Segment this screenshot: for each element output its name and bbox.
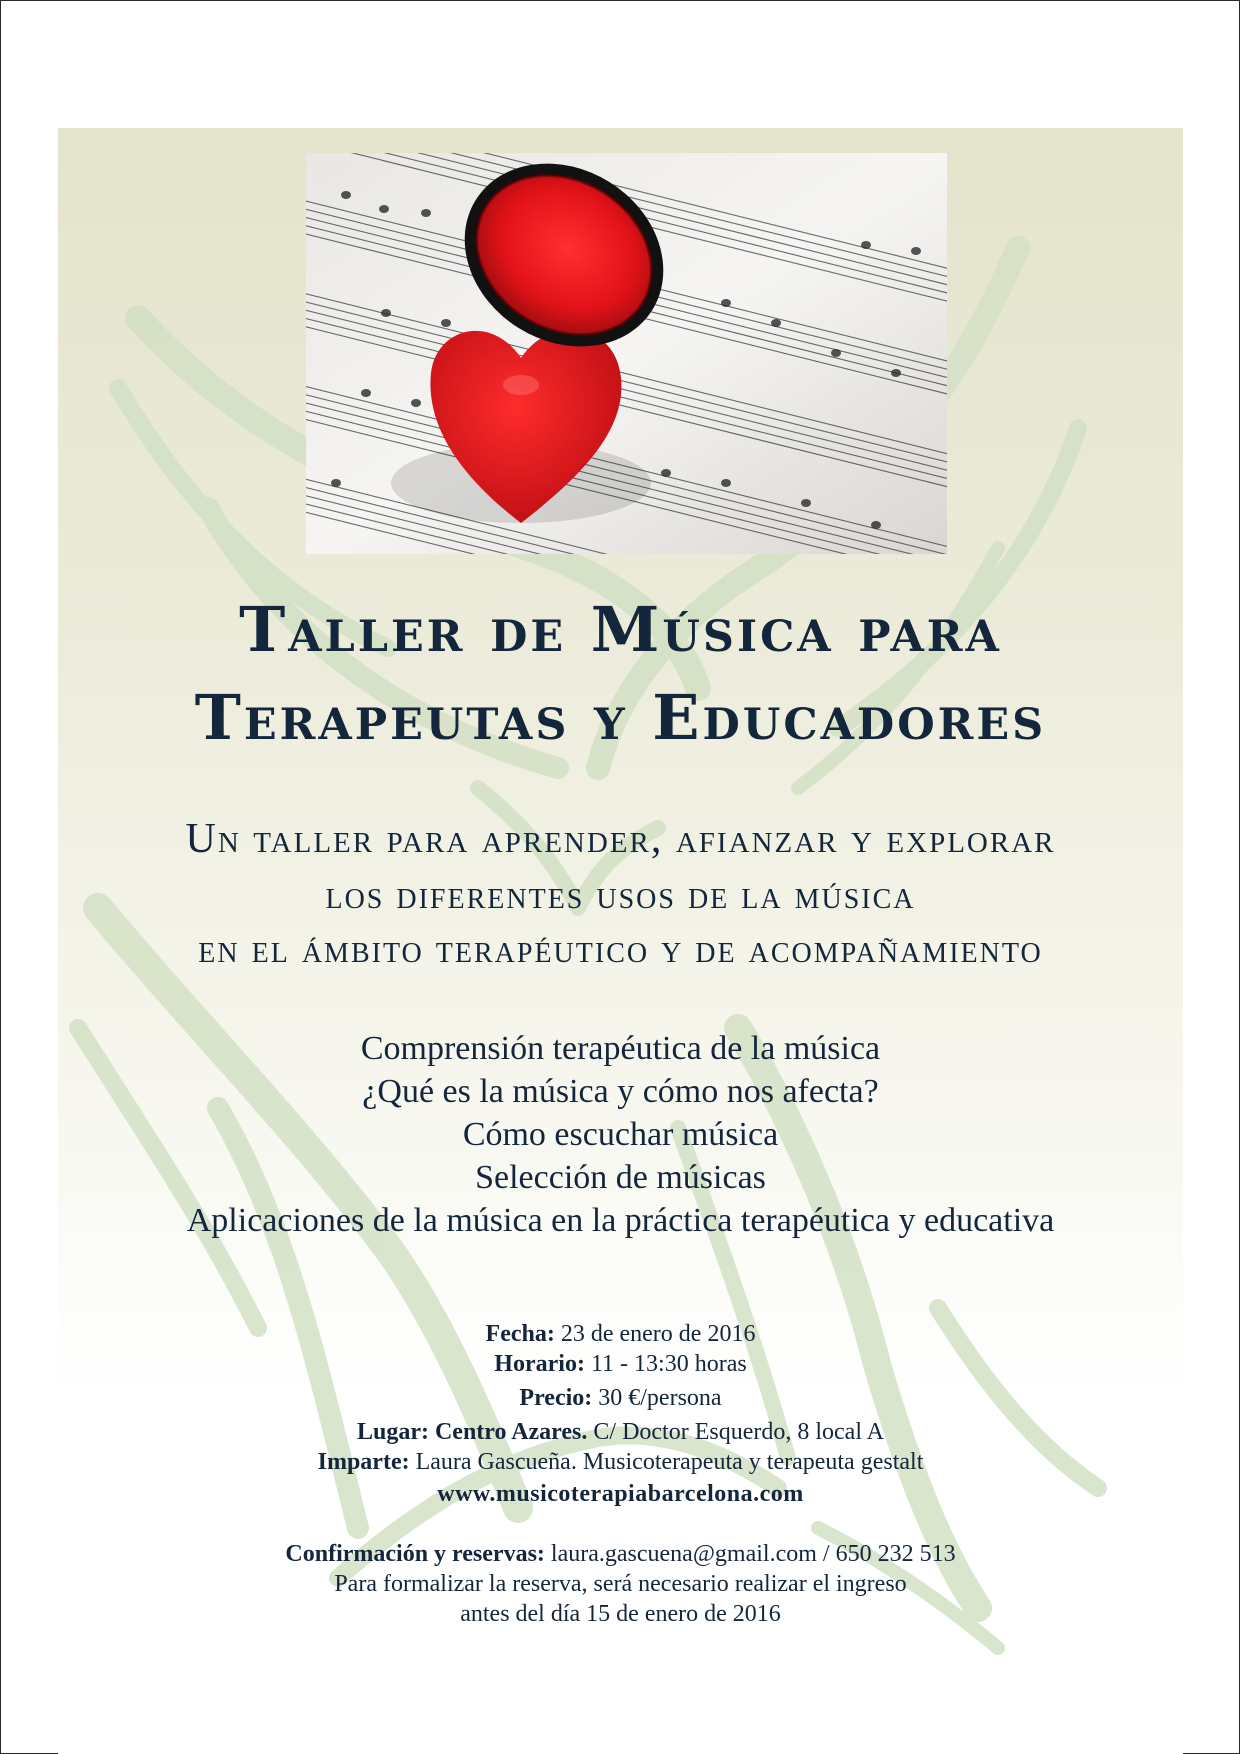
- reservations-row: [58, 1538, 1183, 1568]
- schedule-value: 11 - 13:30 horas: [584, 1351, 747, 1377]
- schedule-label: Horario:: [494, 1351, 585, 1377]
- heart-magnifier-photo-icon: [306, 153, 947, 554]
- location-value: C/ Doctor Esquerdo, 8 local A: [587, 1419, 885, 1445]
- topic-item: ¿Qué es la música y cómo nos afecta?: [362, 1073, 879, 1110]
- date-value: 23 de enero de 2016: [554, 1321, 756, 1347]
- topics-list: [58, 1027, 1183, 1242]
- price-row: [58, 1382, 1183, 1416]
- date-row: [58, 1318, 1183, 1348]
- price-label: Precio:: [519, 1385, 593, 1411]
- instructor-label: Imparte:: [317, 1449, 410, 1475]
- website-link[interactable]: www.musicoterapiabarcelona.com: [437, 1481, 804, 1507]
- topic-item: Aplicaciones de la música en la práctica terapéutica y educativa: [186, 1202, 1055, 1239]
- topic-item: Cómo escuchar música: [462, 1116, 779, 1153]
- reservations-label: Confirmación y reservas:: [285, 1541, 545, 1567]
- date-label: Fecha:: [485, 1321, 555, 1347]
- subtitle-line-2: los diferentes usos de la música: [325, 872, 916, 917]
- workshop-title-line-1: Taller de Música para: [239, 593, 1002, 666]
- subtitle-line-1: Un taller para aprender, afianzar y explorar: [185, 816, 1056, 862]
- instructor-value: Laura Gascueña. Musicoterapeuta y terapeuta gestalt: [409, 1449, 924, 1475]
- event-details: [58, 1318, 1183, 1628]
- location-label: Lugar: Centro Azares.: [356, 1419, 588, 1445]
- hero-photo: [306, 153, 947, 554]
- location-row: [58, 1416, 1183, 1446]
- subtitle-line-3: en el ámbito terapéutico y de acompañamiento: [198, 926, 1043, 971]
- price-value: 30 €/persona: [592, 1385, 722, 1411]
- schedule-row: [58, 1348, 1183, 1382]
- reservations-contact[interactable]: laura.gascuena@gmail.com / 650 232 513: [544, 1541, 956, 1567]
- website-row: [58, 1478, 1183, 1538]
- topic-item: Comprensión terapéutica de la música: [360, 1030, 881, 1067]
- payment-note-line-2: antes del día 15 de enero de 2016: [460, 1601, 781, 1627]
- topic-item: Selección de músicas: [475, 1159, 766, 1196]
- payment-note-line-1: Para formalizar la reserva, será necesario realizar el ingreso: [334, 1571, 907, 1597]
- workshop-title-line-2: Terapeutas y Educadores: [194, 681, 1047, 754]
- instructor-row: [58, 1446, 1183, 1478]
